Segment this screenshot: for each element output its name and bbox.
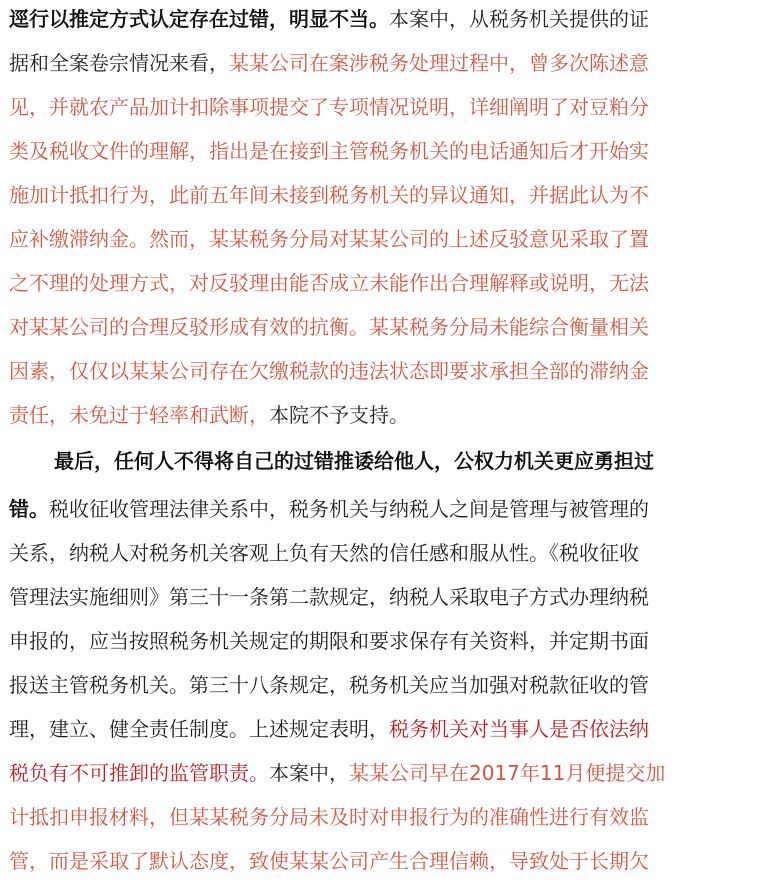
text-segment: 因素，仅仅以某某公司存在欠缴税款的违法状态即要求承担全部的滞纳金 [9,359,649,383]
text-line [9,92,649,122]
text-segment: 某某公司早在2017年11月便提交加 [349,761,666,785]
text-line [9,714,649,744]
text-segment: 申报的，应当按照税务机关规定的期限和要求保存有关资料，并定期书面 [9,629,649,653]
text-segment: 施加计抵扣行为，此前五年间未接到税务机关的异议通知，并据此认为不 [9,183,649,207]
text-segment: 管，而是采取了默认态度，致使某某公司产生合理信赖，导致处于长期欠 [9,849,649,873]
text-line [9,356,649,386]
text-line [9,48,649,78]
text-line [9,400,409,430]
text-segment: 税收征收管理法律关系中，税务机关与纳税人之间是管理与被管理的 [49,497,649,521]
text-segment: 报送主管税务机关。第三十八条规定，税务机关应当加强对税款征收的管 [9,673,649,697]
text-segment: 税务机关对当事人是否依法纳 [389,717,649,741]
text-segment: 本案中，从税务机关提供的证 [389,7,649,31]
text-segment: 见，并就农产品加计扣除事项提交了专项情况说明，详细阐明了对豆粕分 [9,95,649,119]
text-segment: 管理法实施细则》第三十一条第二款规定，纳税人采取电子方式办理纳税 [9,585,649,609]
text-segment: 计抵扣申报材料，但某某税务分局未及时对申报行为的准确性进行有效监 [9,805,649,829]
text-line [9,758,665,788]
text-segment: 关系，纳税人对税务机关客观上负有天然的信任感和服从性。《税收征收 [9,541,639,565]
text-segment: 据和全案卷宗情况来看， [9,51,229,75]
text-line [9,670,649,700]
text-segment: 税负有不可推卸的监管职责。 [9,761,269,785]
text-segment: 逕行以推定方式认定存在过错，明显不当。 [9,7,389,31]
text-segment: 错。 [9,497,49,521]
text-line [9,4,649,34]
text-segment: 类及税收文件的理解，指出是在接到主管税务机关的电话通知后才开始实 [9,139,649,163]
text-line [9,802,649,832]
text-line [9,538,639,568]
text-segment: 本案中， [269,761,349,785]
text-line [9,268,649,298]
text-line [9,846,649,876]
text-segment: 应补缴滞纳金。然而，某某税务分局对某某公司的上述反驳意见采取了置 [9,227,649,251]
text-segment: 最后，任何人不得将自己的过错推诿给他人，公权力机关更应勇担过 [54,449,654,473]
text-segment: 之不理的处理方式，对反驳理由能否成立未能作出合理解释或说明，无法 [9,271,649,295]
text-line [9,180,649,210]
text-segment: 责任，未免过于轻率和武断， [9,403,269,427]
text-line [54,446,654,476]
text-segment: 对某某公司的合理反驳形成有效的抗衡。某某税务分局未能综合衡量相关 [9,315,649,339]
text-line [9,494,649,524]
text-line [9,136,649,166]
text-line [9,582,649,612]
text-line [9,312,649,342]
text-line [9,626,649,656]
text-segment: 理，建立、健全责任制度。上述规定表明， [9,717,389,741]
text-line [9,224,649,254]
text-segment: 某某公司在案涉税务处理过程中，曾多次陈述意 [229,51,649,75]
text-segment: 本院不予支持。 [269,403,409,427]
